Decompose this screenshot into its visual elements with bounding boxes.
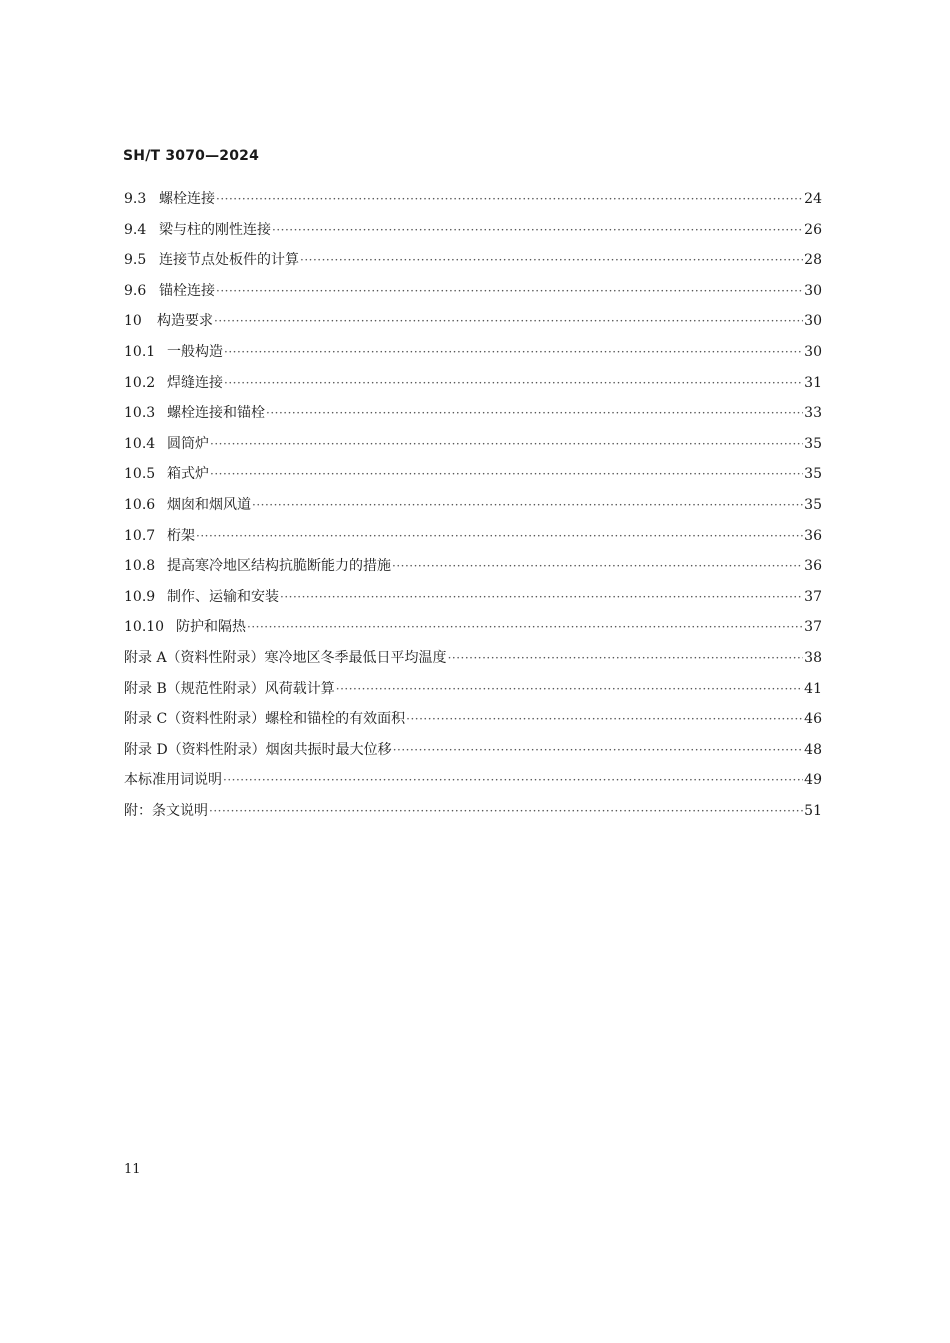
toc-entry[interactable]	[124, 800, 822, 831]
toc-entry[interactable]	[124, 586, 822, 617]
toc-entry-number: 9.5	[124, 252, 147, 269]
toc-entry-number: 9.4	[124, 221, 147, 238]
toc-entry-number: 10.6	[124, 496, 156, 513]
toc-entry-number: 10.1	[124, 343, 156, 360]
toc-entry-page: 36	[804, 527, 822, 544]
toc-entry-page: 46	[804, 711, 822, 728]
toc-entry-page: 35	[804, 435, 822, 452]
toc-entry-page: 35	[804, 466, 822, 483]
dot-leader	[209, 804, 803, 818]
toc-entry-title: 提高寒冷地区结构抗脆断能力的措施	[167, 558, 391, 575]
toc-entry-title: 连接节点处板件的计算	[159, 252, 299, 269]
dot-leader	[210, 437, 803, 451]
toc-entry-title: 本标准用词说明	[124, 772, 222, 789]
toc-entry[interactable]	[124, 402, 822, 433]
dot-leader	[224, 345, 803, 359]
toc-entry[interactable]	[124, 310, 822, 341]
dot-leader	[448, 651, 804, 665]
toc-entry[interactable]	[124, 739, 822, 770]
toc-entry-page: 37	[804, 619, 822, 636]
dot-leader	[224, 376, 803, 390]
toc-entry-number: 10.7	[124, 527, 156, 544]
toc-entry-title: 一般构造	[167, 343, 223, 360]
toc-entry-number: 10.2	[124, 374, 156, 391]
toc-entry-page: 26	[804, 221, 822, 238]
toc-entry[interactable]	[124, 372, 822, 403]
dot-leader	[336, 682, 803, 696]
dot-leader	[392, 559, 803, 573]
toc-entry[interactable]	[124, 769, 822, 800]
dot-leader	[300, 253, 803, 267]
toc-entry-page: 30	[804, 313, 822, 330]
toc-entry[interactable]	[124, 341, 822, 372]
toc-entry-title: 锚栓连接	[159, 282, 215, 299]
toc-entry[interactable]	[124, 525, 822, 556]
toc-entry-number: 10.8	[124, 558, 156, 575]
table-of-contents	[124, 188, 822, 830]
toc-entry[interactable]	[124, 647, 822, 678]
toc-entry[interactable]	[124, 188, 822, 219]
dot-leader	[216, 192, 803, 206]
toc-entry-title: 烟囱和烟风道	[167, 496, 251, 513]
toc-entry-title: 螺栓连接和锚栓	[167, 405, 265, 422]
toc-entry-title: 附录 A（资料性附录）寒冷地区冬季最低日平均温度	[124, 649, 447, 666]
toc-entry[interactable]	[124, 616, 822, 647]
toc-entry-page: 37	[804, 588, 822, 605]
dot-leader	[196, 529, 803, 543]
toc-entry-number: 10	[124, 313, 142, 330]
toc-entry-title: 螺栓连接	[159, 191, 215, 207]
dot-leader	[272, 223, 803, 237]
dot-leader	[247, 620, 803, 634]
toc-entry-number: 9.6	[124, 282, 147, 299]
dot-leader	[266, 406, 803, 420]
toc-entry-title: 梁与柱的刚性连接	[159, 221, 271, 238]
toc-entry[interactable]	[124, 463, 822, 494]
toc-entry-number: 9.3	[124, 191, 147, 207]
toc-entry-title: 桁架	[167, 527, 195, 544]
toc-entry-title: 附：条文说明	[124, 802, 208, 819]
dot-leader	[406, 712, 803, 726]
dot-leader	[252, 498, 803, 512]
toc-entry-page: 31	[804, 374, 822, 391]
toc-entry-number: 10.9	[124, 588, 156, 605]
toc-entry-title: 制作、运输和安装	[167, 588, 279, 605]
toc-entry[interactable]	[124, 678, 822, 709]
toc-entry-page: 48	[804, 741, 822, 758]
toc-entry[interactable]	[124, 249, 822, 280]
page-number: 11	[124, 1162, 141, 1177]
toc-entry-number: 10.3	[124, 405, 156, 422]
toc-entry[interactable]	[124, 219, 822, 250]
toc-entry-title: 箱式炉	[167, 466, 209, 483]
toc-entry-page: 30	[804, 343, 822, 360]
toc-entry-title: 附录 B（规范性附录）风荷载计算	[124, 680, 335, 697]
toc-entry-page: 35	[804, 496, 822, 513]
toc-entry-page: 33	[804, 405, 822, 422]
toc-entry-page: 24	[804, 191, 822, 207]
toc-entry-title: 焊缝连接	[167, 374, 223, 391]
toc-entry-page: 41	[804, 680, 822, 697]
toc-entry-title: 附录 D（资料性附录）烟囱共振时最大位移	[124, 741, 392, 758]
toc-entry[interactable]	[124, 555, 822, 586]
toc-entry-page: 49	[804, 772, 822, 789]
toc-entry-page: 38	[804, 649, 822, 666]
document-code-header: SH/T 3070—2024	[123, 148, 260, 164]
toc-entry[interactable]	[124, 280, 822, 311]
toc-entry-title: 圆筒炉	[167, 435, 209, 452]
toc-entry-page: 28	[804, 252, 822, 269]
dot-leader	[280, 590, 803, 604]
dot-leader	[393, 743, 803, 757]
dot-leader	[223, 773, 803, 787]
toc-entry-number: 10.4	[124, 435, 156, 452]
toc-entry-number: 10.5	[124, 466, 156, 483]
toc-entry-title: 构造要求	[157, 313, 213, 330]
toc-entry-title: 防护和隔热	[176, 619, 246, 636]
toc-entry[interactable]	[124, 494, 822, 525]
dot-leader	[210, 467, 803, 481]
toc-entry[interactable]	[124, 708, 822, 739]
toc-entry-page: 36	[804, 558, 822, 575]
toc-entry[interactable]	[124, 433, 822, 464]
toc-entry-number: 10.10	[124, 619, 165, 636]
dot-leader	[216, 284, 803, 298]
dot-leader	[214, 314, 803, 328]
toc-entry-title: 附录 C（资料性附录）螺栓和锚栓的有效面积	[124, 711, 406, 728]
toc-entry-page: 30	[804, 282, 822, 299]
toc-entry-page: 51	[804, 802, 822, 819]
